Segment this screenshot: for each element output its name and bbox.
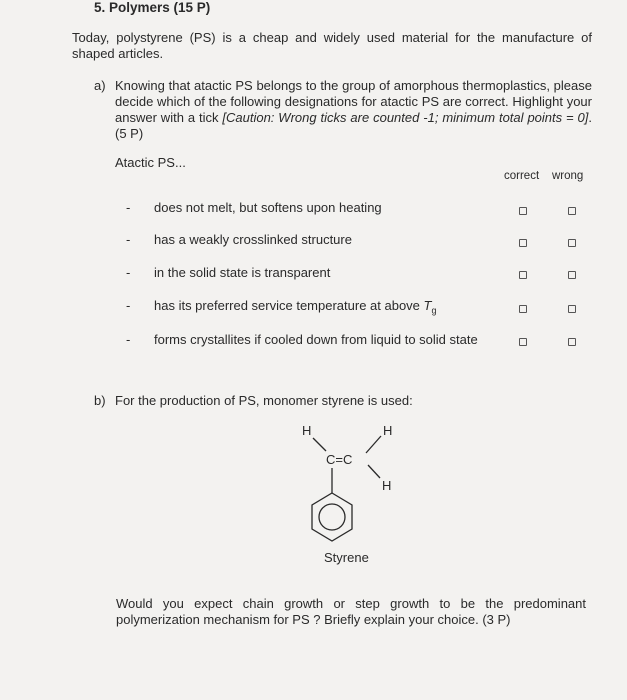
part-b-text: For the production of PS, monomer styrene is used: — [115, 393, 413, 408]
bullet-dash: - — [126, 298, 131, 313]
bond-c-h — [366, 436, 381, 453]
aromatic-circle — [319, 504, 345, 530]
tg-subscript: g — [431, 305, 437, 316]
double-bond-label: C=C — [326, 452, 353, 467]
tg-symbol: T — [423, 298, 432, 313]
checkbox-correct[interactable] — [519, 305, 527, 313]
part-a-text: Knowing that atactic PS belongs to the group of amorphous thermoplastics, please decide which of the following designations for atactic PS are correct. Highlight your answer with a tick — [115, 78, 592, 125]
statement-text: in the solid state is transparent — [154, 265, 331, 280]
question-title: 5. Polymers (15 P) — [94, 0, 211, 15]
atom-h-right: H — [383, 423, 393, 438]
part-b-question: Would you expect chain growth or step growth to be the predominant polymerization mechanism for PS ? Briefly explain your choice. (3 P) — [116, 596, 586, 627]
statement-lead: Atactic PS... — [115, 155, 186, 170]
bullet-dash: - — [126, 200, 131, 215]
benzene-ring — [312, 493, 352, 541]
column-header-wrong: wrong — [552, 170, 584, 182]
checkbox-wrong[interactable] — [568, 271, 576, 279]
bullet-dash: - — [126, 232, 131, 247]
part-a-label: a) — [94, 78, 106, 93]
question-intro: Today, polystyrene (PS) is a cheap and widely used material for the manufacture of shaped articles. — [72, 30, 592, 61]
bullet-dash: - — [126, 332, 131, 347]
statement-text — [154, 298, 437, 316]
part-a-points: . (5 P) — [115, 110, 592, 141]
checkbox-correct[interactable] — [519, 271, 527, 279]
checkbox-correct[interactable] — [519, 239, 527, 247]
atom-h-bottom: H — [382, 478, 392, 493]
statement-text: does not melt, but softens upon heating — [154, 200, 382, 215]
checkbox-correct[interactable] — [519, 207, 527, 215]
statement-text-main: has its preferred service temperature at above — [154, 298, 420, 313]
bullet-dash: - — [126, 265, 131, 280]
checkbox-wrong[interactable] — [568, 338, 576, 346]
statement-text: has a weakly crosslinked structure — [154, 232, 352, 247]
atom-h-left: H — [302, 423, 312, 438]
statement-text: forms crystallites if cooled down from liquid to solid state — [154, 332, 478, 347]
checkbox-wrong[interactable] — [568, 305, 576, 313]
checkbox-wrong[interactable] — [568, 207, 576, 215]
molecule-name: Styrene — [324, 550, 369, 565]
bond-h-c — [313, 438, 326, 451]
bond-c-h-lower — [368, 465, 380, 478]
column-header-correct: correct — [504, 170, 540, 182]
styrene-structure — [270, 418, 420, 553]
checkbox-wrong[interactable] — [568, 239, 576, 247]
part-a-caution: [Caution: Wrong ticks are counted -1; minimum total points = 0] — [222, 110, 589, 125]
checkbox-correct[interactable] — [519, 338, 527, 346]
part-a-instructions — [115, 78, 592, 142]
part-b-label: b) — [94, 393, 106, 408]
